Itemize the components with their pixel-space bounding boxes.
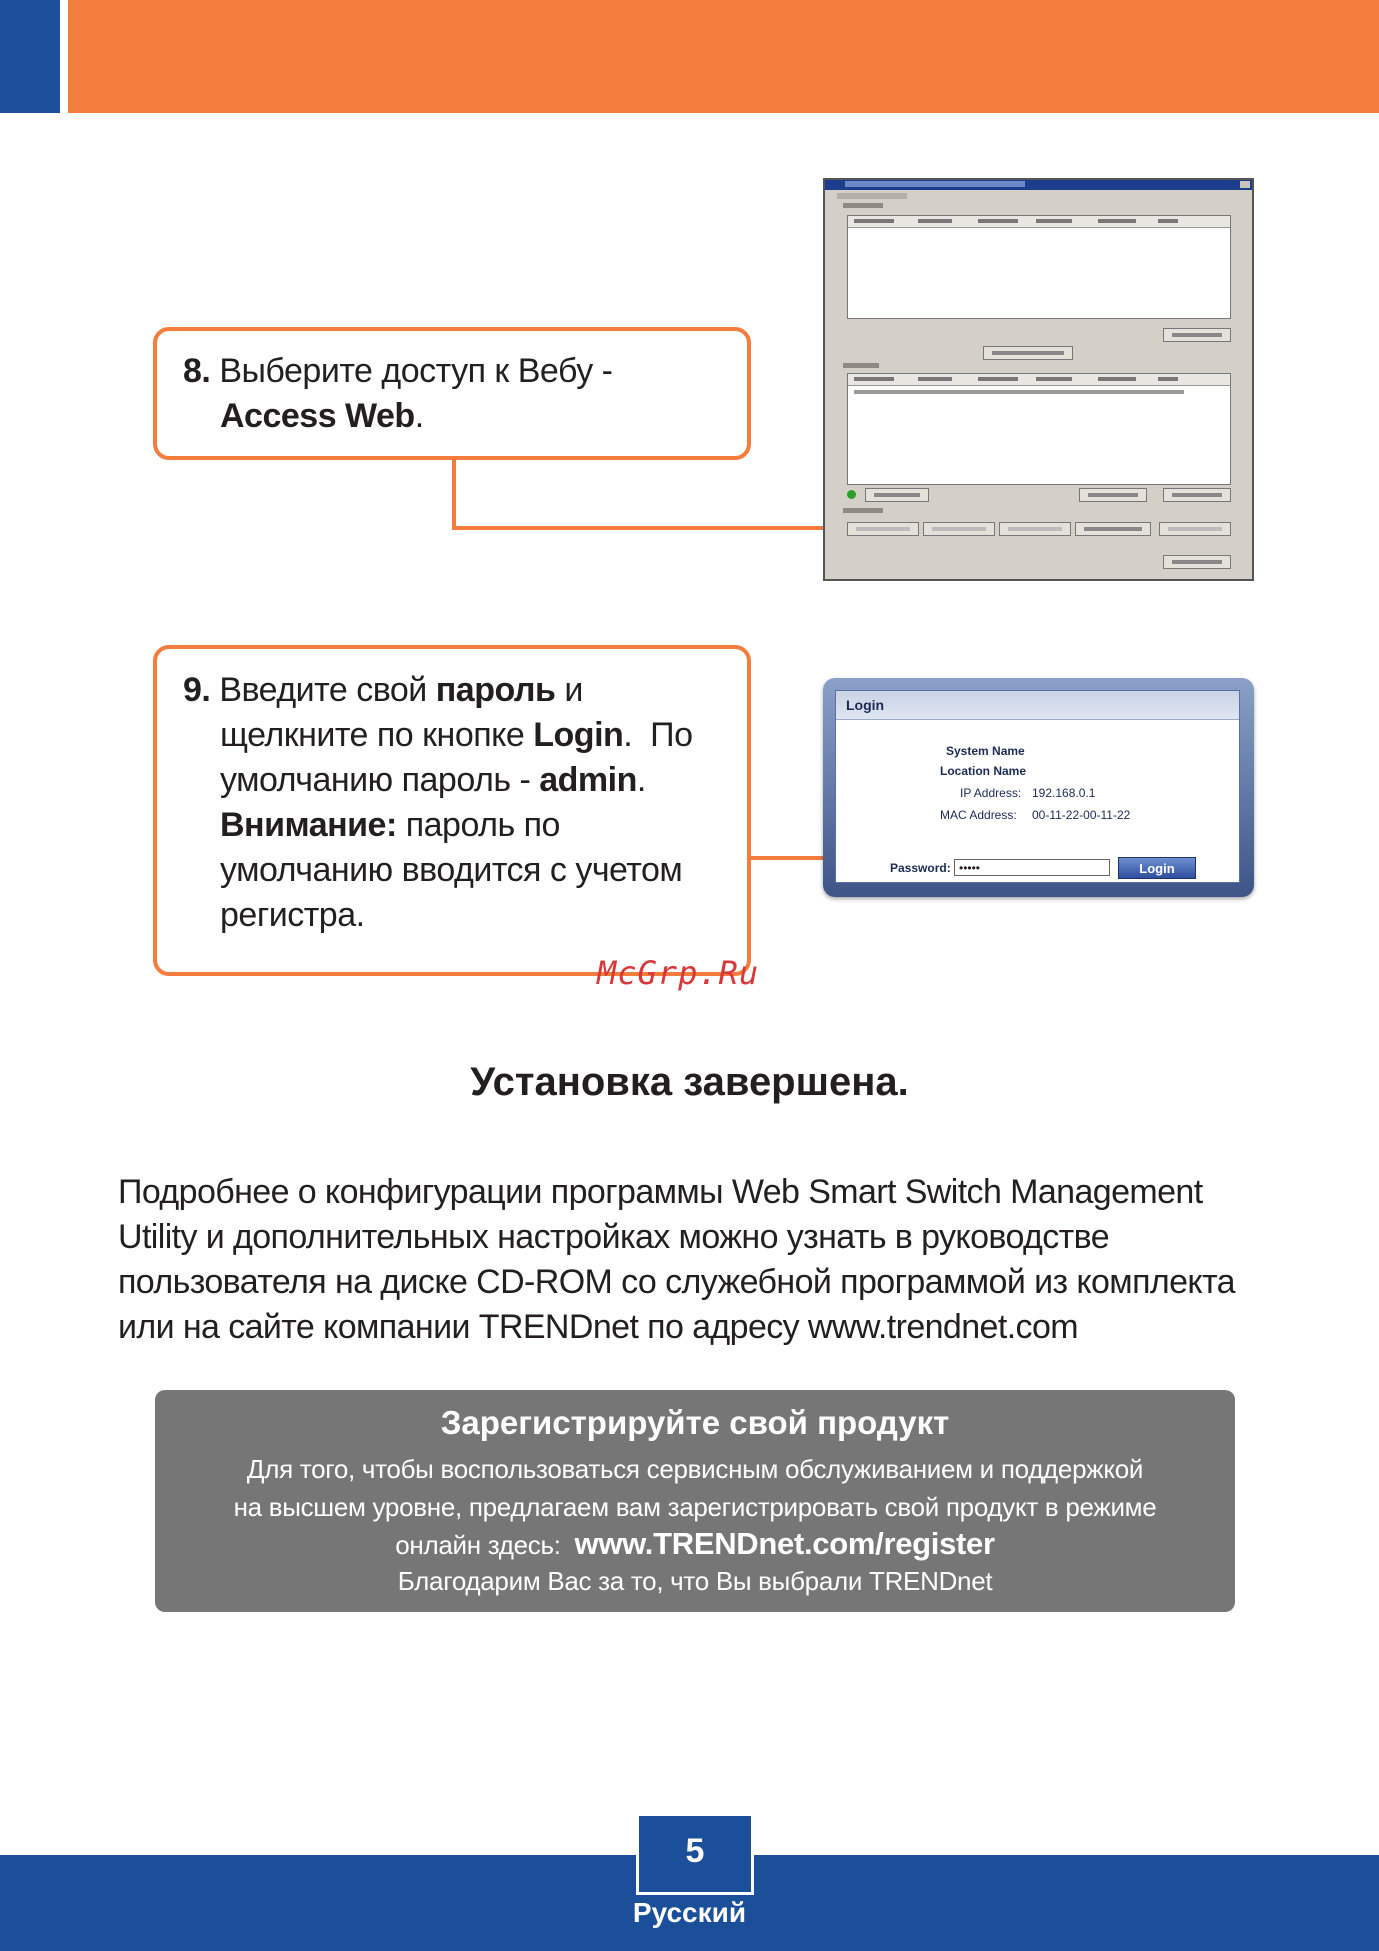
- group-label-device-setting: [843, 508, 883, 513]
- register-line-4: Благодарим Вас за то, что Вы выбрали TRENDnet: [397, 1566, 993, 1596]
- step-9-admin-word: admin: [539, 761, 637, 799]
- register-line-1: Для того, чтобы воспользоваться сервисным обслуживанием и поддержкой: [246, 1454, 1144, 1484]
- register-line-2: на высшем уровне, предлагаем вам зарегистрировать свой продукт в режиме: [233, 1492, 1157, 1522]
- login-title: Login: [846, 697, 885, 713]
- connector-8-vertical: [452, 458, 456, 530]
- utility-menubar: [837, 193, 907, 199]
- step-8-period: .: [414, 397, 424, 435]
- setting-button-3: [999, 522, 1071, 536]
- step-8-text: [183, 349, 743, 439]
- step-9-login-word: Login: [533, 716, 624, 754]
- top-list-button: [1163, 328, 1231, 342]
- delete-button: [1163, 488, 1231, 502]
- utility-titlebar: [825, 180, 1252, 190]
- header-bar-left: [0, 0, 60, 113]
- step-8-access-web: Access Web: [220, 397, 415, 435]
- step-9-number: 9.: [183, 671, 211, 709]
- password-input[interactable]: •••••: [954, 859, 1110, 876]
- page-number: 5: [685, 1832, 705, 1870]
- body-line-2: Utility и дополнительных настройках можно узнать в руководстве: [118, 1218, 1110, 1256]
- system-name-label: System Name: [946, 744, 1025, 758]
- add-to-list-button: [983, 346, 1073, 360]
- login-button[interactable]: Login: [1118, 857, 1196, 879]
- mac-address-label: MAC Address:: [940, 808, 1017, 822]
- step-9-line-6: регистра.: [220, 896, 365, 934]
- body-line-4: или на сайте компании TRENDnet по адресу www.trendnet.com: [118, 1308, 1078, 1346]
- body-line-1: Подробнее о конфигурации программы Web Smart Switch Management: [118, 1173, 1203, 1211]
- add-button: [1079, 488, 1147, 502]
- mac-address-value: 00-11-22-00-11-22: [1032, 808, 1131, 822]
- login-header: [836, 691, 1239, 720]
- access-web-button: [1075, 522, 1151, 536]
- exit-button: [1163, 555, 1231, 569]
- device-list-bottom: [847, 373, 1231, 485]
- step-8-number: 8.: [183, 352, 211, 390]
- setting-button-1: [847, 522, 919, 536]
- register-box: [155, 1390, 1235, 1612]
- step-9-line-2b: . По: [623, 716, 693, 754]
- step-9-line-5: умолчанию вводится с учетом: [220, 851, 683, 889]
- device-list-top: [847, 215, 1231, 319]
- group-label-top: [843, 203, 883, 208]
- password-label: Password:: [890, 861, 951, 875]
- register-url-link[interactable]: www.TRENDnet.com/register: [574, 1526, 995, 1561]
- register-title: Зарегистрируйте свой продукт: [440, 1404, 950, 1441]
- status-dot-icon: [847, 490, 856, 499]
- close-icon: [1240, 181, 1250, 188]
- step-9-line-3b: .: [636, 761, 646, 799]
- body-line-3: пользователя на диске CD-ROM со служебной программой из комплекта: [118, 1263, 1235, 1301]
- location-name-label: Location Name: [940, 764, 1027, 778]
- group-label-bottom: [843, 363, 879, 368]
- step-9-text: [183, 668, 743, 938]
- ip-address-value: 192.168.0.1: [1032, 786, 1096, 800]
- view-item-button: [865, 488, 929, 502]
- step-9-line-4: пароль по: [396, 806, 560, 844]
- step-9-line-2a: щелкните по кнопке: [220, 716, 534, 754]
- register-line-3: [155, 1526, 1235, 1562]
- step-8-line-1: Выберите доступ к Вебу -: [219, 352, 613, 390]
- step-9-password-word: пароль: [435, 671, 556, 709]
- ip-address-label: IP Address:: [960, 786, 1022, 800]
- completion-title: Установка завершена.: [470, 1060, 909, 1104]
- setting-button-2: [923, 522, 995, 536]
- login-window-screenshot: [823, 678, 1254, 897]
- language-label: Русский: [632, 1897, 747, 1928]
- register-line-3-prefix: онлайн здесь:: [395, 1530, 575, 1560]
- step-9-line-3a: умолчанию пароль -: [220, 761, 540, 799]
- step-9-warning-word: Внимание:: [220, 806, 397, 844]
- header-bar-right: [68, 0, 1379, 113]
- step-9-line-1a: Введите свой: [219, 671, 436, 709]
- step-9-line-1b: и: [555, 671, 583, 709]
- utility-window-screenshot: [823, 178, 1254, 581]
- watermark: McGrp.Ru: [597, 954, 760, 992]
- body-paragraph: [118, 1170, 1268, 1350]
- setting-button-5: [1159, 522, 1231, 536]
